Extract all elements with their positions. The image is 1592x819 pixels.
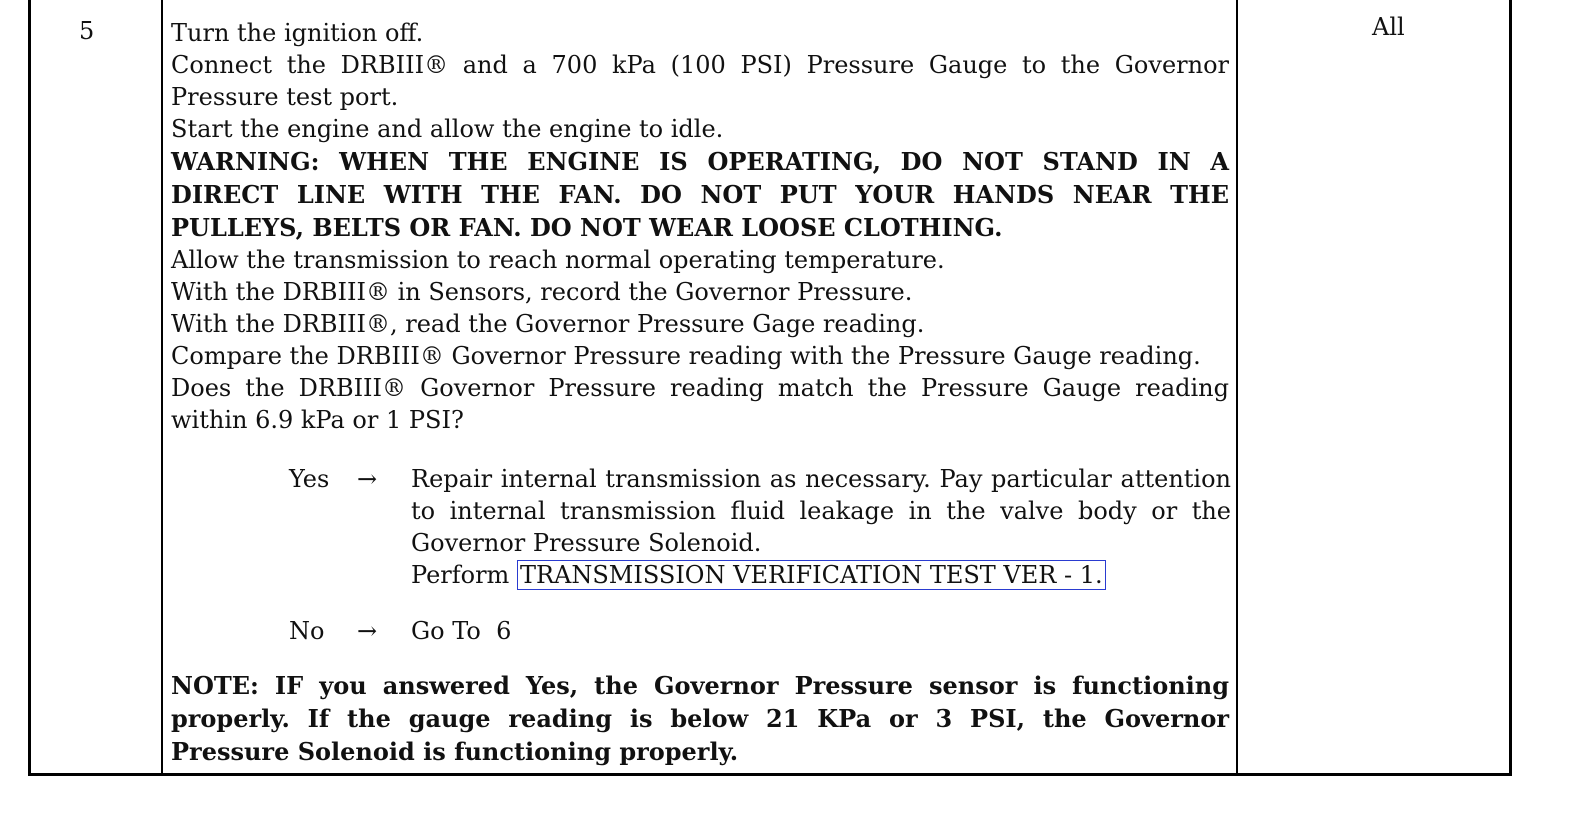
diagnostic-step-table	[28, 0, 1512, 776]
instruction-line: Start the engine and allow the engine to idle.	[171, 115, 724, 143]
question-text: Does the DRBIII® Governor Pressure reading match the Pressure Gauge reading within 6.9 kPa or 1 PSI?	[171, 374, 1229, 434]
instruction-line: Turn the ignition off.	[171, 19, 424, 47]
arrow-icon: →	[357, 617, 378, 645]
answer-yes-text: Repair internal transmission as necessary. Pay particular attention to internal transmission fluid leakage in the valve body or the Governor Pressure Solenoid.	[411, 465, 1231, 557]
instruction-line: With the DRBIII® in Sensors, record the Governor Pressure.	[171, 278, 913, 306]
note-text: NOTE: IF you answered Yes, the Governor Pressure sensor is functioning properly. If the gauge reading is below 21 KPa or 3 PSI, the Governor Pressure Solenoid is functioning properly.	[171, 671, 1229, 766]
instruction-line: Connect the DRBIII® and a 700 kPa (100 PSI) Pressure Gauge to the Governor Pressure test port.	[171, 51, 1229, 111]
column-divider-step	[161, 0, 163, 773]
instruction-line: With the DRBIII®, read the Governor Pressure Gage reading.	[171, 310, 925, 338]
perform-line	[411, 559, 1231, 591]
warning-text: WARNING: WHEN THE ENGINE IS OPERATING, DO NOT STAND IN A DIRECT LINE WITH THE FAN. DO NOT PUT YOUR HANDS NEAR THE PULLEYS, BELTS OR FAN. DO NOT WEAR LOOSE CLOTHING.	[171, 147, 1229, 242]
arrow-icon: →	[357, 465, 378, 493]
instruction-line: Compare the DRBIII® Governor Pressure reading with the Pressure Gauge reading.	[171, 342, 1201, 370]
step-number: 5	[79, 17, 95, 45]
perform-prefix: Perform	[411, 561, 510, 589]
verification-test-link[interactable]: TRANSMISSION VERIFICATION TEST VER - 1.	[517, 560, 1106, 590]
instruction-line: Allow the transmission to reach normal operating temperature.	[171, 246, 945, 274]
answer-yes-body	[411, 463, 1231, 591]
applicability: All	[1372, 13, 1405, 41]
answer-no-body	[411, 615, 1231, 647]
go-to-step-target[interactable]: 6	[496, 617, 512, 645]
answer-no-text: Go To	[411, 617, 481, 645]
answer-yes-label: Yes	[289, 465, 330, 493]
column-divider-applicability	[1236, 0, 1238, 773]
step-instructions	[171, 17, 1229, 436]
answer-no-label: No	[289, 617, 325, 645]
